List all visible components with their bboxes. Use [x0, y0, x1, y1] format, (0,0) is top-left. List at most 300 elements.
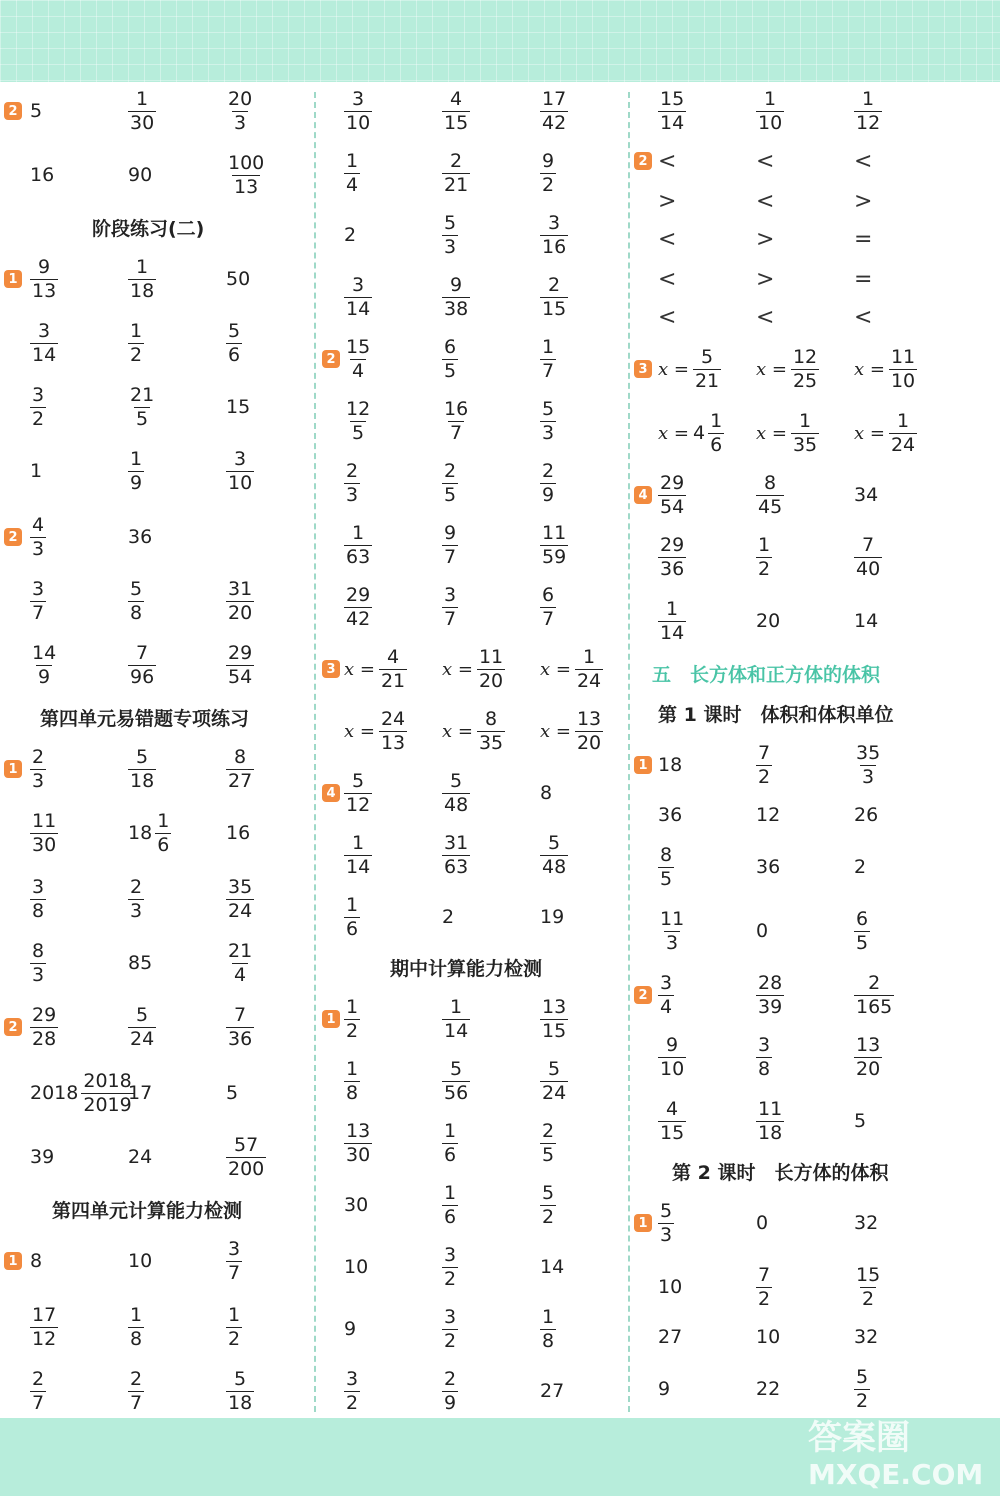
mixed-number-whole: 2018 — [30, 1082, 79, 1104]
answer-cell — [658, 1198, 674, 1248]
fraction-numerator: 29 — [228, 641, 253, 664]
answer-cell — [756, 970, 784, 1020]
answer-value: 85 — [128, 952, 153, 974]
fraction-numerator: 8 — [660, 843, 673, 866]
fraction-numerator: 3 — [346, 1367, 359, 1390]
fraction — [854, 971, 894, 1018]
answer-cell — [344, 644, 407, 694]
fraction-denominator: 13 — [234, 175, 259, 198]
fraction-denominator: 24 — [130, 1027, 155, 1050]
variable-equation-prefix: x = — [854, 358, 885, 380]
fraction-denominator: 2 — [542, 173, 555, 196]
fraction-numerator: 5 — [856, 1365, 869, 1388]
answer-value: 30 — [344, 1194, 369, 1216]
fraction — [658, 843, 674, 890]
answer-value: 9 — [344, 1318, 357, 1340]
comparison-symbol: = — [854, 226, 873, 252]
answer-cell — [658, 740, 682, 790]
fraction-numerator: 5 — [450, 769, 463, 792]
answer-value: 14 — [540, 1256, 565, 1278]
fraction-denominator: 96 — [130, 665, 155, 688]
fraction-numerator: 1 — [862, 87, 875, 110]
fraction-denominator: 2 — [758, 1287, 771, 1310]
answer-value: 15 — [226, 396, 251, 418]
fraction-numerator: 11 — [660, 907, 685, 930]
fraction-denominator: 8 — [542, 1329, 555, 1352]
variable-equation-prefix: x = — [854, 422, 885, 444]
watermark — [808, 1418, 996, 1494]
fraction-denominator: 25 — [792, 369, 818, 392]
question-number-badge: 2 — [634, 152, 652, 170]
fraction-denominator: 2 — [862, 1287, 875, 1310]
fraction — [658, 1033, 686, 1080]
answer-cell — [854, 1262, 882, 1312]
fraction-denominator: 7 — [444, 607, 457, 630]
fraction-denominator: 28 — [32, 1027, 57, 1050]
fraction-denominator: 38 — [444, 297, 469, 320]
fraction-denominator: 165 — [856, 995, 893, 1018]
fraction-numerator: 9 — [38, 255, 51, 278]
fraction-numerator: 7 — [234, 1003, 247, 1026]
fraction — [756, 1263, 772, 1310]
fraction-numerator: 3 — [444, 1243, 457, 1266]
fraction-numerator: 11 — [758, 1097, 783, 1120]
fraction-denominator: 21 — [380, 669, 406, 692]
fraction-numerator: 4 — [32, 513, 45, 536]
fraction-denominator: 12 — [856, 111, 881, 134]
comparison-symbol: < — [756, 304, 775, 330]
answer-cell — [854, 740, 882, 790]
fraction-numerator: 5 — [444, 211, 457, 234]
fraction — [756, 971, 784, 1018]
fraction-denominator: 7 — [542, 607, 555, 630]
fraction-numerator: 1 — [136, 87, 149, 110]
section-heading: 第四单元易错题专项练习 — [40, 708, 250, 730]
question-number-badge: 4 — [634, 486, 652, 504]
fraction-numerator: 2 — [444, 459, 457, 482]
answer-value: 26 — [854, 804, 879, 826]
fraction-denominator: 8 — [130, 601, 143, 624]
fraction-denominator: 36 — [228, 1027, 253, 1050]
fraction-denominator: 30 — [32, 833, 57, 856]
fraction — [658, 1199, 674, 1246]
fraction-denominator: 48 — [542, 855, 567, 878]
answer-cell — [854, 790, 878, 840]
answer-cell — [756, 1312, 780, 1362]
fraction-numerator: 14 — [32, 641, 57, 664]
answer-value: 32 — [854, 1326, 879, 1348]
fraction-numerator: 9 — [444, 521, 457, 544]
answer-cell — [658, 292, 676, 342]
answer-value: 2 — [854, 856, 867, 878]
fraction-numerator: 15 — [346, 335, 371, 358]
fraction-numerator: 8 — [32, 939, 45, 962]
fraction-denominator: 15 — [660, 1121, 685, 1144]
fraction-numerator: 3 — [32, 383, 45, 406]
question-number-badge: 3 — [322, 660, 340, 678]
answer-cell — [854, 86, 882, 136]
fraction-numerator: 29 — [660, 471, 685, 494]
fraction-numerator: 1 — [542, 1305, 555, 1328]
fraction — [658, 597, 686, 644]
fraction — [379, 645, 407, 692]
fraction-numerator: 1 — [710, 409, 723, 432]
fraction — [854, 1263, 882, 1310]
mixed-number-whole: 4 — [692, 422, 706, 444]
fraction-denominator: 3 — [32, 769, 45, 792]
fraction-denominator: 24 — [542, 1081, 567, 1104]
watermark-url: MXQE.COM — [808, 1458, 984, 1491]
answer-cell — [540, 644, 603, 694]
variable-equation-prefix: x = — [540, 720, 571, 742]
fraction-numerator: 5 — [548, 831, 561, 854]
fraction-numerator: 7 — [136, 641, 149, 664]
fraction-denominator: 4 — [234, 963, 247, 986]
fraction-numerator: 15 — [856, 1263, 881, 1286]
fraction-denominator: 45 — [758, 495, 783, 518]
comparison-symbol: > — [756, 226, 775, 252]
fraction-numerator: 11 — [32, 809, 57, 832]
fraction-numerator: 11 — [890, 345, 916, 368]
answer-row — [0, 532, 1000, 582]
fraction-denominator: 35 — [478, 731, 504, 754]
fraction-denominator: 7 — [450, 421, 463, 444]
fraction-numerator: 21 — [130, 383, 155, 406]
fraction-numerator: 29 — [32, 1003, 57, 1026]
fraction-denominator: 5 — [444, 359, 457, 382]
answer-cell — [658, 532, 686, 582]
fraction-numerator: 13 — [856, 1033, 881, 1056]
section-heading: 五 长方体和正方体的体积 — [652, 664, 881, 686]
question-number-badge: 1 — [634, 1214, 652, 1232]
answer-cell — [854, 970, 894, 1020]
answer-row — [0, 408, 1000, 458]
fraction — [756, 533, 772, 580]
fraction-numerator: 3 — [32, 875, 45, 898]
answer-cell — [658, 470, 686, 520]
fraction-denominator: 5 — [444, 483, 457, 506]
answer-cell — [658, 1096, 686, 1146]
fraction-numerator: 5 — [130, 577, 143, 600]
fraction — [791, 345, 819, 392]
fraction-denominator: 6 — [157, 833, 170, 856]
answer-cell — [442, 644, 505, 694]
answer-cell — [756, 408, 819, 458]
answer-row — [0, 1262, 1000, 1312]
fraction-numerator: 2 — [32, 1367, 45, 1390]
answer-cell — [756, 1262, 772, 1312]
fraction-denominator: 18 — [130, 769, 155, 792]
answer-cell — [854, 1198, 878, 1248]
fraction-denominator: 27 — [228, 769, 253, 792]
fraction-denominator: 10 — [660, 1057, 685, 1080]
fraction-denominator: 2019 — [83, 1093, 132, 1116]
fraction-denominator: 3 — [862, 765, 875, 788]
answer-cell — [854, 1096, 866, 1146]
comparison-symbol: < — [756, 188, 775, 214]
fraction-denominator: 7 — [32, 601, 45, 624]
answer-row — [0, 970, 1000, 1020]
fraction-numerator: 1 — [130, 1303, 143, 1326]
fraction-numerator: 9 — [666, 1033, 679, 1056]
fraction-numerator: 1 — [136, 255, 149, 278]
answer-cell — [658, 408, 724, 458]
answer-value: 36 — [128, 526, 153, 548]
fraction-denominator: 10 — [228, 471, 253, 494]
fraction-numerator: 11 — [542, 521, 567, 544]
fraction-numerator: 24 — [380, 707, 406, 730]
fraction-denominator: 30 — [346, 1143, 371, 1166]
fraction-denominator: 3 — [130, 899, 143, 922]
fraction-numerator: 3 — [444, 583, 457, 606]
answer-value: 9 — [658, 1378, 671, 1400]
fraction — [854, 533, 882, 580]
fraction-denominator: 4 — [352, 359, 365, 382]
comparison-symbol: < — [658, 148, 677, 174]
variable-equation-prefix: x = — [442, 720, 473, 742]
answer-cell — [658, 1032, 686, 1082]
question-number-badge: 1 — [4, 270, 22, 288]
question-number-badge: 2 — [322, 350, 340, 368]
fraction-numerator: 3 — [444, 1305, 457, 1328]
fraction-numerator: 7 — [862, 533, 875, 556]
fraction-denominator: 6 — [710, 433, 723, 456]
comparison-symbol: > — [658, 188, 677, 214]
variable-equation-prefix: x = — [658, 358, 689, 380]
answer-cell — [658, 1364, 670, 1414]
fraction-denominator: 3 — [32, 537, 45, 560]
fraction-numerator: 2 — [542, 459, 555, 482]
answer-value: 14 — [854, 610, 879, 632]
fraction-numerator: 13 — [542, 995, 567, 1018]
variable-equation-prefix: x = — [442, 658, 473, 680]
fraction-numerator: 5 — [228, 319, 241, 342]
answer-cell — [756, 86, 784, 136]
fraction-denominator: 21 — [444, 173, 469, 196]
answer-cell — [658, 1312, 682, 1362]
fraction-numerator: 1 — [346, 1057, 359, 1080]
fraction-numerator: 8 — [234, 745, 247, 768]
answer-cell — [658, 344, 721, 394]
answer-cell — [756, 596, 780, 646]
fraction-denominator: 12 — [346, 793, 371, 816]
answer-value: 10 — [658, 1276, 683, 1298]
fraction — [658, 907, 686, 954]
fraction-denominator: 2 — [542, 1205, 555, 1228]
fraction-numerator: 28 — [758, 971, 783, 994]
fraction-denominator: 6 — [346, 917, 359, 940]
fraction-denominator: 3 — [666, 931, 679, 954]
fraction-numerator: 5 — [542, 1181, 555, 1204]
answer-value: 34 — [854, 484, 879, 506]
fraction-numerator: 1 — [346, 149, 359, 172]
fraction — [708, 409, 724, 456]
question-number-badge: 2 — [4, 1018, 22, 1036]
fraction — [658, 1097, 686, 1144]
fraction-numerator: 1 — [450, 995, 463, 1018]
variable-equation-prefix: x = — [756, 422, 787, 444]
answer-value: 39 — [30, 1146, 55, 1168]
answer-value: 36 — [756, 856, 781, 878]
fraction-denominator: 56 — [444, 1081, 469, 1104]
question-number-badge: 1 — [322, 1010, 340, 1028]
fraction-numerator: 1 — [346, 995, 359, 1018]
answer-value: 2 — [344, 224, 357, 246]
answer-value: 50 — [226, 268, 251, 290]
answer-row — [0, 1312, 1000, 1362]
fraction-numerator: 2 — [444, 1367, 457, 1390]
fraction-numerator: 35 — [856, 741, 881, 764]
answer-cell — [756, 1198, 768, 1248]
question-number-badge: 1 — [4, 1252, 22, 1270]
fraction-numerator: 3 — [228, 1237, 241, 1260]
fraction-numerator: 15 — [660, 87, 685, 110]
fraction-denominator: 18 — [130, 279, 155, 302]
fraction-numerator: 35 — [228, 875, 253, 898]
variable-equation-prefix: x = — [344, 720, 375, 742]
fraction-numerator: 5 — [548, 1057, 561, 1080]
fraction-denominator: 8 — [130, 1327, 143, 1350]
fraction-numerator: 4 — [387, 645, 400, 668]
comparison-symbol: > — [756, 266, 775, 292]
fraction-numerator: 12 — [792, 345, 818, 368]
fraction-denominator: 2 — [346, 1019, 359, 1042]
fraction-numerator: 8 — [485, 707, 498, 730]
variable-equation-prefix: x = — [658, 422, 689, 444]
answer-row — [0, 906, 1000, 956]
fraction-denominator: 13 — [380, 731, 406, 754]
fraction-denominator: 20 — [856, 1057, 881, 1080]
fraction — [756, 1033, 772, 1080]
fraction-denominator: 48 — [444, 793, 469, 816]
fraction-numerator: 1 — [897, 409, 910, 432]
fraction-numerator: 1 — [352, 831, 365, 854]
fraction — [658, 87, 686, 134]
fraction-numerator: 5 — [542, 397, 555, 420]
answer-cell — [658, 790, 682, 840]
fraction-numerator: 1 — [666, 597, 679, 620]
fraction-denominator: 200 — [228, 1157, 265, 1180]
answer-row — [0, 86, 1000, 136]
answer-row — [0, 596, 1000, 646]
comparison-symbol: < — [756, 148, 775, 174]
fraction-numerator: 29 — [660, 533, 685, 556]
fraction-denominator: 7 — [228, 1261, 241, 1284]
fraction-denominator: 2 — [444, 1329, 457, 1352]
fraction-denominator: 5 — [542, 1143, 555, 1166]
answer-cell — [756, 740, 772, 790]
fraction-numerator: 3 — [758, 1033, 771, 1056]
fraction-denominator: 8 — [346, 1081, 359, 1104]
fraction-denominator: 7 — [32, 1391, 45, 1414]
answer-cell — [756, 906, 768, 956]
fraction-numerator: 1 — [583, 645, 596, 668]
fraction-denominator: 16 — [542, 235, 567, 258]
answer-row — [0, 1032, 1000, 1082]
fraction-denominator: 20 — [228, 601, 253, 624]
fraction-denominator: 39 — [758, 995, 783, 1018]
fraction — [756, 1097, 784, 1144]
fraction — [854, 741, 882, 788]
fraction-denominator: 2 — [346, 1391, 359, 1414]
fraction-numerator: 3 — [38, 319, 51, 342]
fraction-numerator: 13 — [346, 1119, 371, 1142]
fraction-numerator: 21 — [228, 939, 253, 962]
fraction-denominator: 24 — [228, 899, 253, 922]
answer-cell — [854, 842, 866, 892]
fraction — [889, 409, 917, 456]
fraction-numerator: 17 — [542, 87, 567, 110]
answer-row — [0, 790, 1000, 840]
fraction-denominator: 6 — [228, 343, 241, 366]
fraction — [854, 87, 882, 134]
answer-value: 90 — [128, 164, 153, 186]
fraction-numerator: 9 — [542, 149, 555, 172]
answer-row — [0, 740, 1000, 790]
question-number-badge: 3 — [634, 360, 652, 378]
fraction-denominator: 59 — [542, 545, 567, 568]
answer-cell — [756, 1364, 780, 1414]
comparison-symbol: < — [658, 266, 677, 292]
comparison-symbol: > — [854, 188, 873, 214]
fraction-denominator: 4 — [346, 173, 359, 196]
fraction-denominator: 14 — [660, 111, 685, 134]
section-heading: 第四单元计算能力检测 — [52, 1200, 243, 1222]
fraction-numerator: 1 — [157, 809, 170, 832]
answer-row — [0, 292, 1000, 342]
answer-value: 16 — [30, 164, 55, 186]
fraction-numerator: 2 — [32, 745, 45, 768]
fraction-denominator: 2 — [130, 343, 143, 366]
fraction-denominator: 10 — [890, 369, 916, 392]
variable-equation-prefix: x = — [756, 358, 787, 380]
fraction-numerator: 2 — [346, 459, 359, 482]
fraction-denominator: 2 — [758, 765, 771, 788]
fraction-denominator: 63 — [346, 545, 371, 568]
fraction-denominator: 3 — [660, 1223, 673, 1246]
fraction — [756, 471, 784, 518]
answer-cell — [756, 790, 780, 840]
fraction-numerator: 6 — [856, 907, 869, 930]
fraction-denominator: 24 — [576, 669, 602, 692]
fraction-numerator: 20 — [228, 87, 253, 110]
fraction-denominator: 30 — [130, 111, 155, 134]
fraction-denominator: 2 — [32, 407, 45, 430]
fraction-numerator: 13 — [576, 707, 602, 730]
answer-cell — [854, 408, 917, 458]
variable-equation-prefix: x = — [540, 658, 571, 680]
fraction — [658, 971, 674, 1018]
fraction-numerator: 2 — [542, 1119, 555, 1142]
answer-value: 10 — [128, 1250, 153, 1272]
fraction-numerator: 5 — [450, 1057, 463, 1080]
fraction-numerator: 2 — [130, 875, 143, 898]
fraction-denominator: 4 — [660, 995, 673, 1018]
fraction-denominator: 3 — [346, 483, 359, 506]
answer-row — [0, 1096, 1000, 1146]
question-number-badge: 4 — [322, 784, 340, 802]
fraction-numerator: 7 — [758, 1263, 771, 1286]
fraction — [791, 409, 819, 456]
fraction-numerator: 57 — [234, 1133, 259, 1156]
fraction-denominator: 9 — [542, 483, 555, 506]
fraction-numerator: 2 — [868, 971, 881, 994]
section-heading: 第 1 课时 体积和体积单位 — [658, 704, 894, 726]
answer-cell — [658, 970, 674, 1020]
fraction — [756, 87, 784, 134]
fraction-numerator: 5 — [234, 1367, 247, 1390]
answer-value: 5 — [30, 100, 43, 122]
